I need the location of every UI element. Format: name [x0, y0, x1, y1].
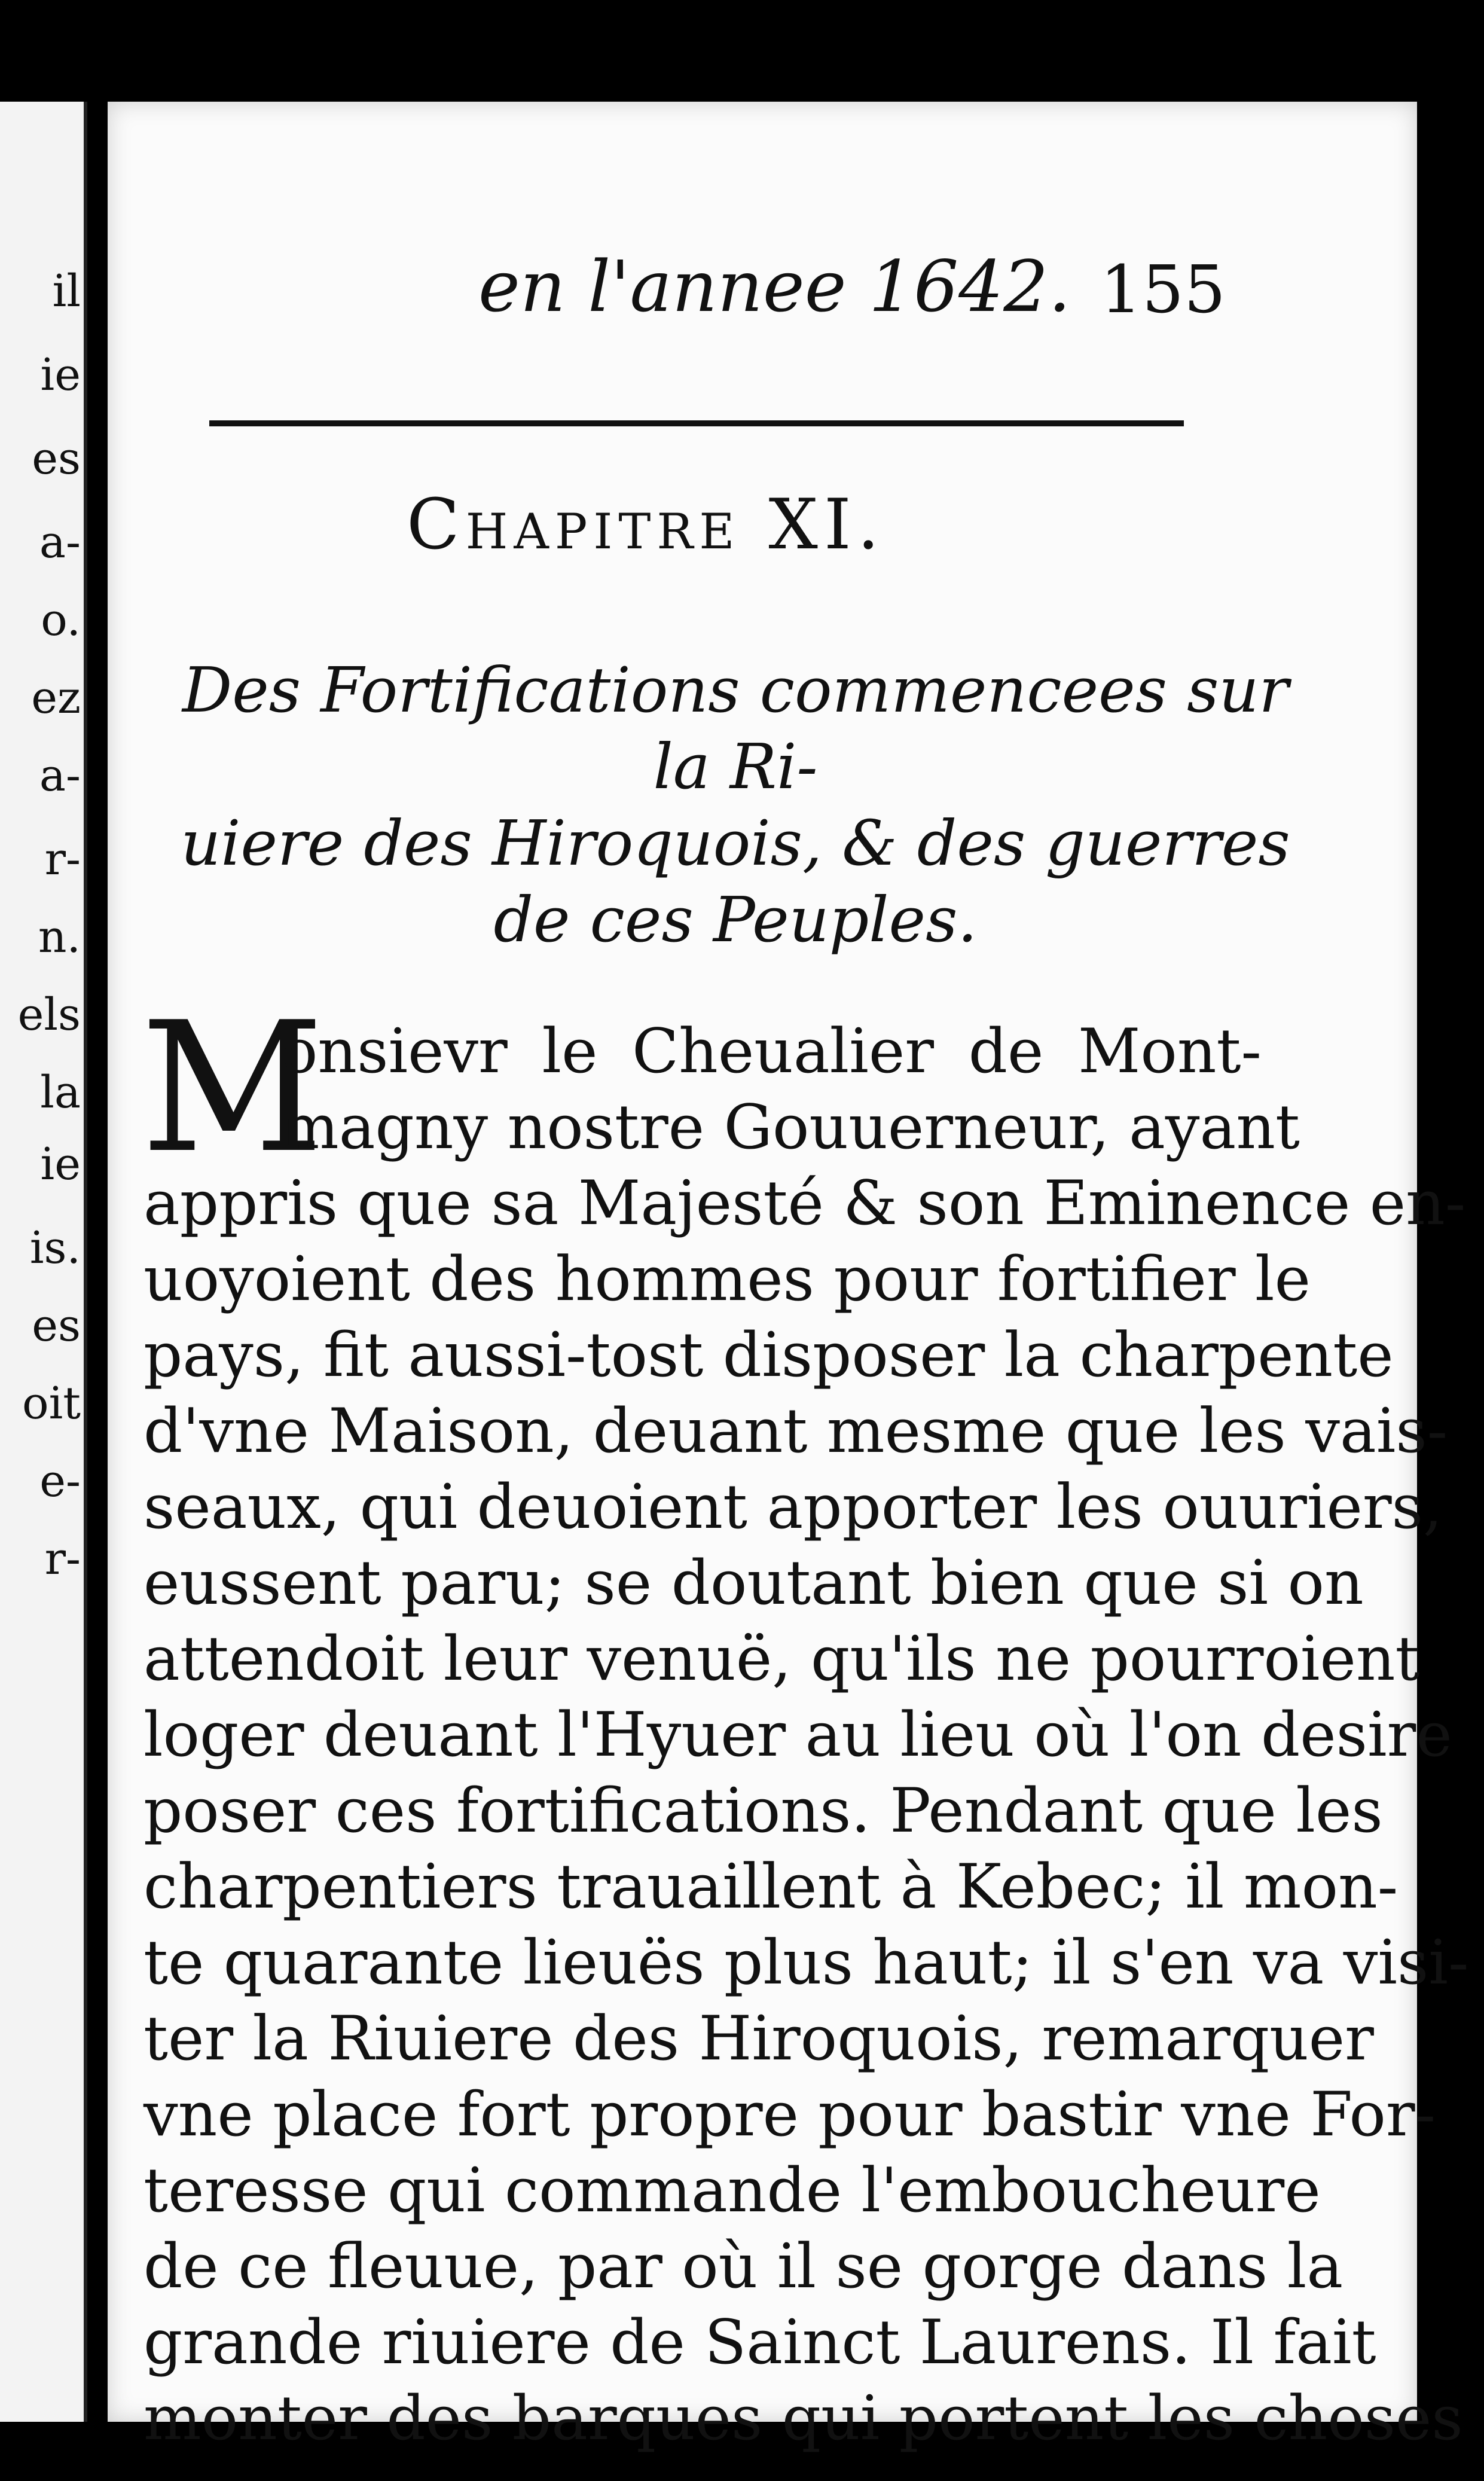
- left-page-fragment: e-: [39, 1459, 81, 1503]
- body-line: uoyoient des hommes pour fortifier le: [143, 1244, 1311, 1315]
- left-page-fragment: il: [52, 269, 81, 313]
- page-number: 155: [1100, 251, 1226, 328]
- body-line: attendoit leur venuë, qu'ils ne pourroient: [143, 1624, 1420, 1695]
- body-line: onsievr le Cheualier de Mont-: [281, 1016, 1262, 1087]
- body-line: seaux, qui deuoient apporter les ouuriers,: [143, 1472, 1443, 1543]
- left-page-fragment: es: [32, 1304, 81, 1348]
- body-line: charpentiers trauaillent à Kebec; il mon-: [143, 1851, 1398, 1922]
- adjacent-page-edge: [0, 102, 87, 2422]
- body-line: pays, fit aussi-tost disposer la charpente: [143, 1320, 1394, 1391]
- body-line: grande riuiere de Sainct Laurens. Il fait: [143, 2307, 1376, 2378]
- body-line: ter la Riuiere des Hiroquois, remarquer: [143, 2003, 1374, 2074]
- left-page-fragment: ie: [40, 353, 81, 397]
- left-page-fragment: la: [40, 1070, 81, 1115]
- body-line: te quarante lieuës plus haut; il s'en va visi-: [143, 1927, 1469, 1998]
- subtitle-line: de ces Peuples.: [493, 883, 978, 956]
- left-page-fragment: es: [32, 437, 81, 481]
- book-page: [108, 102, 1469, 2454]
- left-page-fragment: els: [17, 993, 81, 1037]
- subtitle-line: Des Fortifications commencees sur la Ri-: [182, 654, 1289, 803]
- subtitle-line: uiere des Hiroquois, & des guerres: [181, 807, 1290, 880]
- left-page-fragment: a-: [39, 753, 81, 798]
- body-line: vne place fort propre pour bastir vne For-: [143, 2079, 1436, 2150]
- header-rule: [209, 420, 1184, 426]
- drop-cap: M: [141, 984, 325, 1192]
- body-line: teresse qui commande l'emboucheure: [143, 2155, 1321, 2226]
- body-line: magny nostre Gouuerneur, ayant: [281, 1092, 1300, 1163]
- left-page-fragment: r-: [44, 1537, 81, 1581]
- left-page-fragment: ie: [40, 1142, 81, 1186]
- chapter-subtitle: [161, 652, 1309, 958]
- body-line: de ce fleuue, par où il se gorge dans la: [143, 2231, 1343, 2302]
- chapter-heading: Chapitre XI.: [407, 484, 885, 565]
- left-page-fragment: ez: [31, 676, 81, 720]
- left-page-fragment: r-: [44, 837, 81, 881]
- left-page-fragment: o.: [41, 598, 81, 642]
- body-text: [143, 1014, 1469, 2456]
- body-line: appris que sa Majesté & son Eminence en-: [143, 1168, 1466, 1239]
- left-page-fragment: a-: [39, 520, 81, 564]
- body-line: loger deuant l'Hyuer au lieu où l'on desire: [143, 1699, 1452, 1771]
- left-page-fragment: is.: [29, 1226, 81, 1270]
- body-line: eussent paru; se doutant bien que si on: [143, 1548, 1364, 1619]
- left-page-fragment: oit: [22, 1381, 81, 1426]
- left-page-fragment: n.: [38, 915, 81, 959]
- body-line: poser ces fortifications. Pendant que les: [143, 1775, 1383, 1847]
- running-title: en l'annee 1642.: [478, 245, 1071, 328]
- body-line: monter des barques qui portent les choses: [143, 2383, 1463, 2454]
- body-line: d'vne Maison, deuant mesme que les vais-: [143, 1396, 1448, 1467]
